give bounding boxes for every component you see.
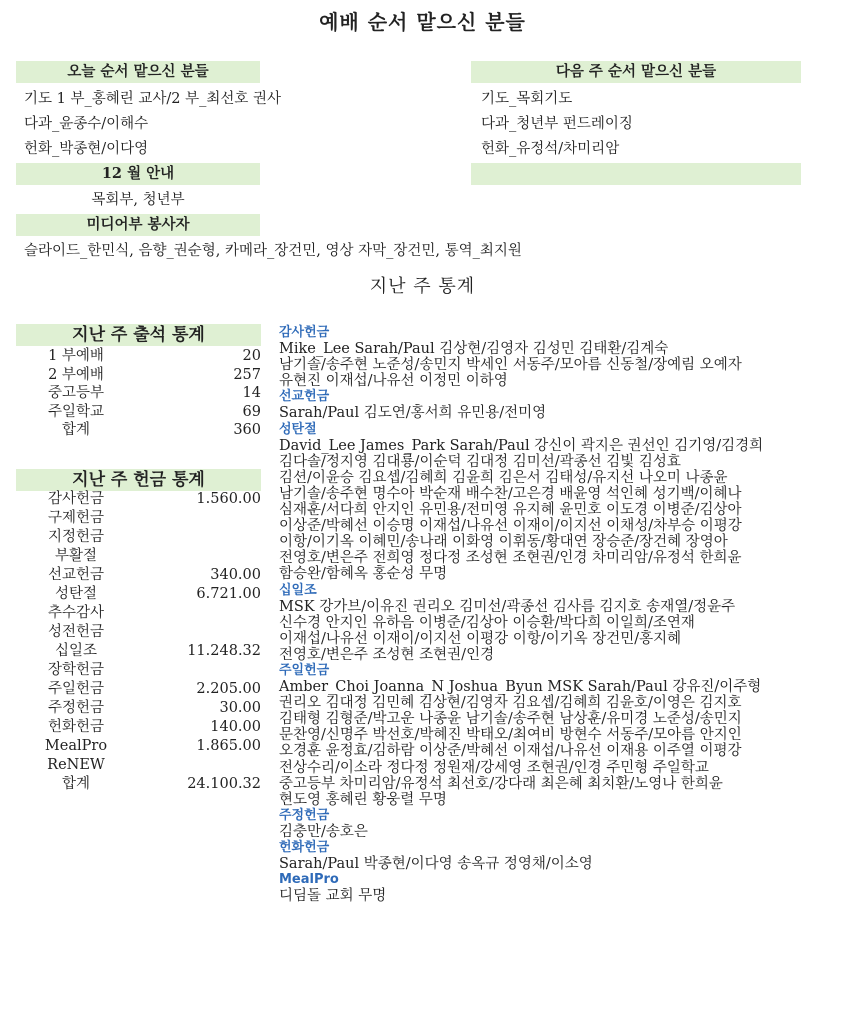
offering-contributors: [279, 325, 834, 904]
attendance-value: 69: [242, 403, 261, 420]
offering-stat-value: 340.00: [210, 567, 261, 583]
offering-stat-row: [16, 604, 261, 623]
attendance-header: 지난 주 출석 통계: [16, 324, 261, 346]
offering-stats-header: 지난 주 헌금 통계: [16, 469, 261, 491]
attendance-value: 14: [242, 385, 261, 401]
offering-names-line: 전상수리/이소라 정다정 정원재/강세영 조현권/인경 주민형 주일학교: [279, 759, 709, 776]
offering-category: 주정헌금: [279, 807, 330, 823]
offering-stat-label: 지정헌금: [47, 529, 105, 545]
offering-names-line: 중고등부 차미리암/유정석 최선호/강다래 최은혜 최치환/노영나 한희윤: [279, 775, 723, 792]
offering-names-line: 오경훈 윤정효/김하람 이상준/박혜선 이재섭/나유선 이재용 이주열 이평강: [279, 743, 742, 760]
offering-stat-value: 24.100.32: [187, 776, 261, 792]
attendance-label: 1 부예배: [48, 348, 104, 364]
offering-names-line: 전영호/변은주 조성현 조현권/인경: [279, 646, 495, 663]
offering-stat-label: MealPro: [44, 738, 108, 754]
offering-stat-label: 추수감사: [47, 605, 105, 621]
attendance-row: [16, 403, 261, 422]
offering-stat-label: 장학헌금: [47, 662, 105, 678]
offering-category: 십일조: [279, 582, 317, 598]
offering-names-line: Mike_Lee Sarah/Paul 김상현/김영자 김성민 김태환/김계숙: [279, 341, 669, 358]
offering-stat-label: 감사헌금: [47, 491, 105, 507]
attendance-row: [16, 366, 261, 385]
offering-stat-row: [16, 566, 261, 585]
offering-stat-value: 1.865.00: [196, 738, 261, 754]
offering-stat-label: 합계: [61, 776, 90, 792]
next-week-empty-bar: [471, 163, 801, 185]
offering-stat-row: [16, 490, 261, 509]
offering-stat-value: 2.205.00: [196, 681, 261, 697]
offering-category: 성탄절: [279, 421, 317, 437]
offering-stat-row: [16, 623, 261, 642]
today-line-prayer: 기도 1 부_홍혜린 교사/2 부_최선호 권사: [24, 91, 281, 107]
attendance-label: 합계: [61, 422, 90, 438]
offering-stat-row: [16, 775, 261, 794]
offering-stat-row: [16, 585, 261, 604]
offering-names-line: 김태형 김형준/박고운 나종윤 남기솔/송주현 남상훈/유미경 노준성/송민지: [279, 711, 742, 728]
december-header: 12 월 안내: [16, 163, 260, 185]
offering-stat-label: ReNEW: [47, 757, 105, 773]
offering-names-line: 김다솔/정지영 김대룡/이순덕 김대정 김미선/곽종선 김빛 김성효: [279, 453, 681, 470]
attendance-row: [16, 347, 261, 366]
today-line-flowers: 헌화_박종현/이다영: [24, 141, 149, 157]
offering-names-line: 김충만/송호은: [279, 823, 368, 840]
today-header: 오늘 순서 맡으신 분들: [16, 61, 260, 83]
attendance-row: [16, 384, 261, 403]
offering-stat-row: [16, 718, 261, 737]
media-header: 미디어부 봉사자: [16, 214, 260, 236]
stats-title: 지난 주 통계: [369, 276, 476, 297]
offering-names-line: 김션/이윤승 김요셉/김혜희 김윤희 김은서 김태성/유지선 나오미 나종윤: [279, 469, 728, 486]
offering-category: 감사헌금: [279, 325, 330, 340]
next-line-refreshments: 다과_청년부 펀드레이징: [481, 116, 633, 132]
offering-names-line: 남기솔/송주현 명수아 박순재 배수찬/고은경 배윤영 석인혜 성기백/이혜나: [279, 485, 742, 502]
offering-stat-label: 주일헌금: [47, 681, 105, 697]
offering-names-line: MSK 강가브/이유진 권리오 김미선/곽종선 김사름 김지호 송재열/정윤주: [279, 598, 736, 615]
offering-category: 헌화헌금: [279, 840, 330, 855]
offering-names-line: 유현진 이재섭/나유선 이정민 이하영: [279, 373, 508, 390]
offering-names-line: 이상준/박혜선 이승명 이재섭/나유선 이재이/이지선 이채성/차부승 이평강: [279, 518, 742, 535]
media-text: 슬라이드_한민식, 음향_권순형, 카메라_장건민, 영상 자막_장건민, 통역_최지원: [24, 243, 522, 259]
offering-stat-label: 헌화헌금: [47, 719, 105, 735]
offering-names-line: Amber_Choi Joanna_N Joshua_Byun MSK Sarah/Paul 강유진/이주형: [279, 679, 762, 696]
offering-stat-value: 6.721.00: [196, 586, 261, 602]
offering-stat-value: 30.00: [219, 700, 261, 716]
offering-stat-label: 성전헌금: [47, 624, 105, 640]
offering-names-line: 전영호/변은주 전희영 정다정 조성현 조현권/인경 차미리암/유정석 한희윤: [279, 550, 742, 567]
offering-stat-label: 성탄절: [54, 586, 98, 602]
offering-names-line: 권리오 김대정 김민혜 김상현/김영자 김요셉/김혜희 김윤호/이영은 김지호: [279, 695, 742, 712]
offering-stat-label: 주정헌금: [47, 700, 105, 716]
offering-stat-row: [16, 661, 261, 680]
offering-stat-label: 십일조: [54, 643, 98, 659]
attendance-label: 주일학교: [47, 403, 105, 420]
offering-names-line: David_Lee James_Park Sarah/Paul 강신이 곽지은 권선인 김기영/김경희: [279, 437, 764, 454]
offering-names-line: Sarah/Paul 김도연/홍서희 유민용/전미영: [279, 405, 547, 422]
attendance-label: 중고등부: [47, 385, 105, 401]
page-title: 예배 순서 맡으신 분들: [319, 10, 526, 34]
offering-stat-row: [16, 756, 261, 775]
offering-category: MealPro: [279, 872, 339, 888]
offering-stat-row: [16, 547, 261, 566]
attendance-row: [16, 421, 261, 440]
attendance-value: 20: [242, 348, 261, 364]
offering-names-line: 이재섭/나유선 이재이/이지선 이평강 이항/이기옥 장건민/홍지혜: [279, 630, 682, 647]
offering-names-line: 심재훈/서다희 안지인 유민용/전미영 유지혜 윤민호 이도경 이병준/김상아: [279, 502, 742, 519]
december-text: 목회부, 청년부: [91, 192, 185, 208]
attendance-value: 257: [233, 366, 261, 383]
offering-stat-label: 선교헌금: [47, 567, 105, 583]
offering-stat-value: 11.248.32: [187, 643, 261, 659]
next-line-flowers: 헌화_유정석/차미리암: [481, 141, 620, 157]
offering-names-line: 디딤돌 교회 무명: [279, 888, 387, 905]
offering-stat-row: [16, 737, 261, 756]
next-line-prayer: 기도_목회기도: [481, 91, 573, 107]
offering-stat-row: [16, 528, 261, 547]
offering-names-line: 함승완/함혜옥 홍순성 무명: [279, 566, 448, 583]
offering-names-line: 이항/이기옥 이혜민/송나래 이화영 이휘동/황대연 장승준/장건혜 장영아: [279, 534, 728, 551]
offering-stat-value: 1.560.00: [196, 491, 261, 507]
offering-stat-row: [16, 642, 261, 661]
next-week-header: 다음 주 순서 맡으신 분들: [471, 61, 801, 83]
today-line-refreshments: 다과_윤종수/이해수: [24, 116, 149, 132]
attendance-label: 2 부예배: [48, 366, 104, 383]
offering-stat-label: 구제헌금: [47, 510, 105, 526]
offering-stat-row: [16, 680, 261, 699]
offering-names-line: Sarah/Paul 박종현/이다영 송옥규 정영채/이소영: [279, 856, 593, 873]
offering-category: 선교헌금: [279, 389, 330, 405]
attendance-value: 360: [233, 422, 261, 438]
offering-names-line: 문찬영/신명주 박선호/박혜진 박태오/최여비 방현수 서동주/모아름 안지인: [279, 727, 742, 744]
offering-stat-row: [16, 509, 261, 528]
offering-names-line: 신수경 안지인 유하음 이병준/김상아 이승환/박다희 이일희/조연재: [279, 614, 695, 631]
offering-stat-value: 140.00: [210, 719, 261, 735]
offering-stat-row: [16, 699, 261, 718]
offering-stat-label: 부활절: [54, 548, 98, 564]
offering-names-line: 현도영 홍혜린 황웅렬 무명: [279, 791, 447, 808]
offering-names-line: 남기솔/송주현 노준성/송민지 박세인 서동주/모아름 신동철/장예림 오예자: [279, 357, 742, 374]
offering-category: 주일헌금: [279, 662, 330, 678]
